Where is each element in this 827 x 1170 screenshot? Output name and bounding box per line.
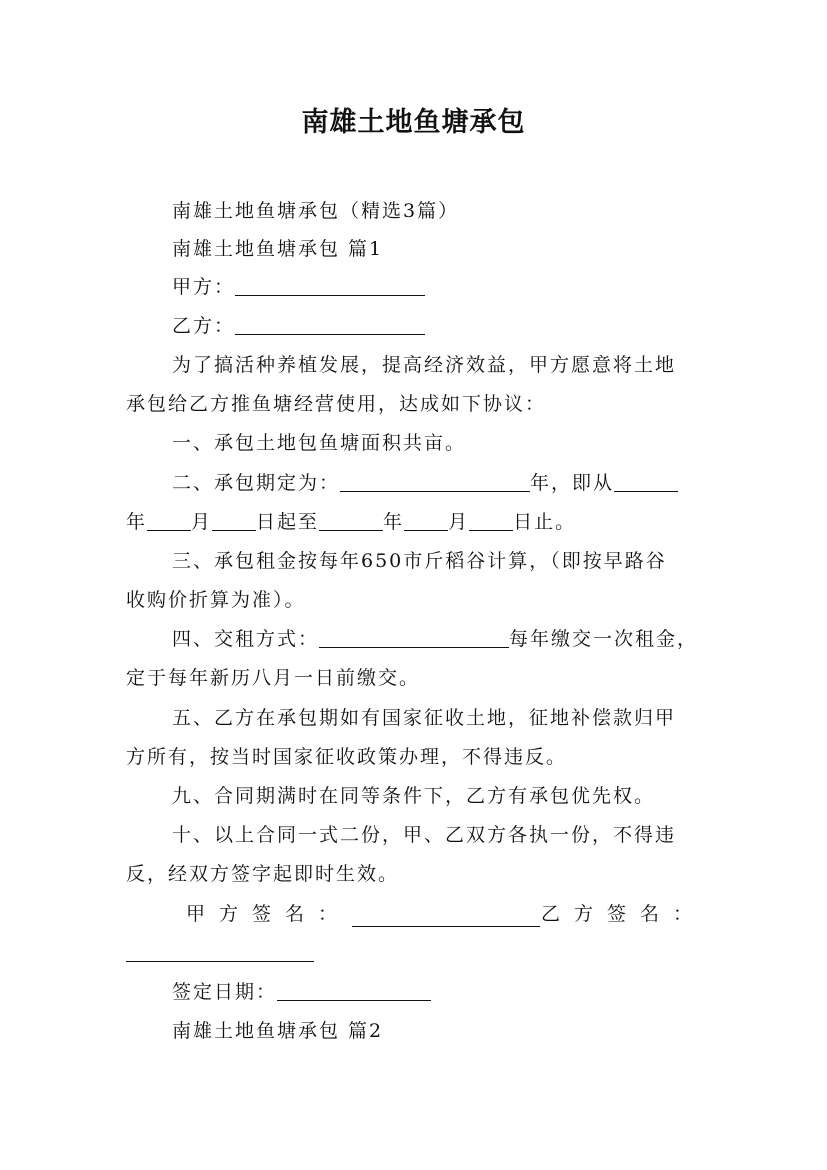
clause-4-label: 四、交租方式： [172,628,320,650]
sign-date-line [126,973,706,1011]
party-a-signature-blank [352,902,540,927]
intro-line-2: 承包给乙方推鱼塘经营使用，达成如下协议： [126,393,547,415]
clause-2-label: 二、承包期定为： [172,472,341,494]
start-text: 日起至 [256,511,320,533]
party-b-blank [235,310,425,335]
clause-5-line-1: 五、乙方在承包期如有国家征收土地，征地补偿款归甲 [172,707,677,729]
clause-5-line-2: 方所有，按当时国家征收政策办理，不得违反。 [126,746,568,768]
clause-9: 九、合同期满时在同等条件下，乙方有承包优先权。 [172,785,656,807]
sign-date-blank [277,976,431,1001]
start-day-blank [212,506,256,531]
end-year-blank [319,506,383,531]
party-a-label: 甲方： [172,276,236,298]
party-a-line [126,268,706,306]
clause-2-line-2 [126,503,706,541]
sign-date-label: 签定日期： [172,981,278,1003]
year-text: 年 [126,511,148,533]
intro-line-1: 为了搞活种养植发展，提高经济效益，甲方愿意将土地 [172,354,677,376]
party-b-line [126,307,706,345]
part-heading-1: 南雄土地鱼塘承包 篇1 [172,238,384,260]
end-month-blank [404,506,448,531]
party-a-blank [235,271,425,296]
party-a-signature-label: 甲方签名： [186,903,352,925]
clause-3-line-1: 三、承包租金按每年650市斤稻谷计算，（即按早路谷 [172,550,667,572]
term-years-blank [340,467,530,492]
start-month-blank [147,506,191,531]
clause-2-line-1 [126,464,706,502]
clause-4-text: 每年缴交一次租金， [509,628,699,650]
end-year-text: 年 [383,511,405,533]
party-b-signature-label: 乙方签名： [540,903,706,925]
payment-method-blank [319,623,509,648]
signature-row [126,895,706,933]
clause-10-line-1: 十、以上合同一式二份，甲、乙双方各执一份，不得违 [172,824,677,846]
end-text: 日止。 [513,511,577,533]
end-day-blank [469,506,513,531]
clause-2-year-text: 年，即从 [530,472,615,494]
party-b-label: 乙方： [172,315,236,337]
clause-4-line-1 [126,620,706,658]
party-b-signature-line [126,934,706,972]
clause-4-line-2: 定于每年新历八月一日前缴交。 [126,667,421,689]
clause-10-line-2: 反，经双方签字起即时生效。 [126,863,400,885]
month-text: 月 [191,511,213,533]
end-month-text: 月 [448,511,470,533]
party-b-signature-blank [126,937,314,962]
part-heading-2: 南雄土地鱼塘承包 篇2 [172,1020,384,1042]
clause-1: 一、承包土地包鱼塘面积共亩。 [172,432,467,454]
start-year-blank [614,467,678,492]
clause-3-line-2: 收购价折算为准）。 [126,589,306,611]
page-title: 南雄土地鱼塘承包 [301,107,526,138]
subtitle: 南雄土地鱼塘承包（精选3篇） [172,200,460,222]
